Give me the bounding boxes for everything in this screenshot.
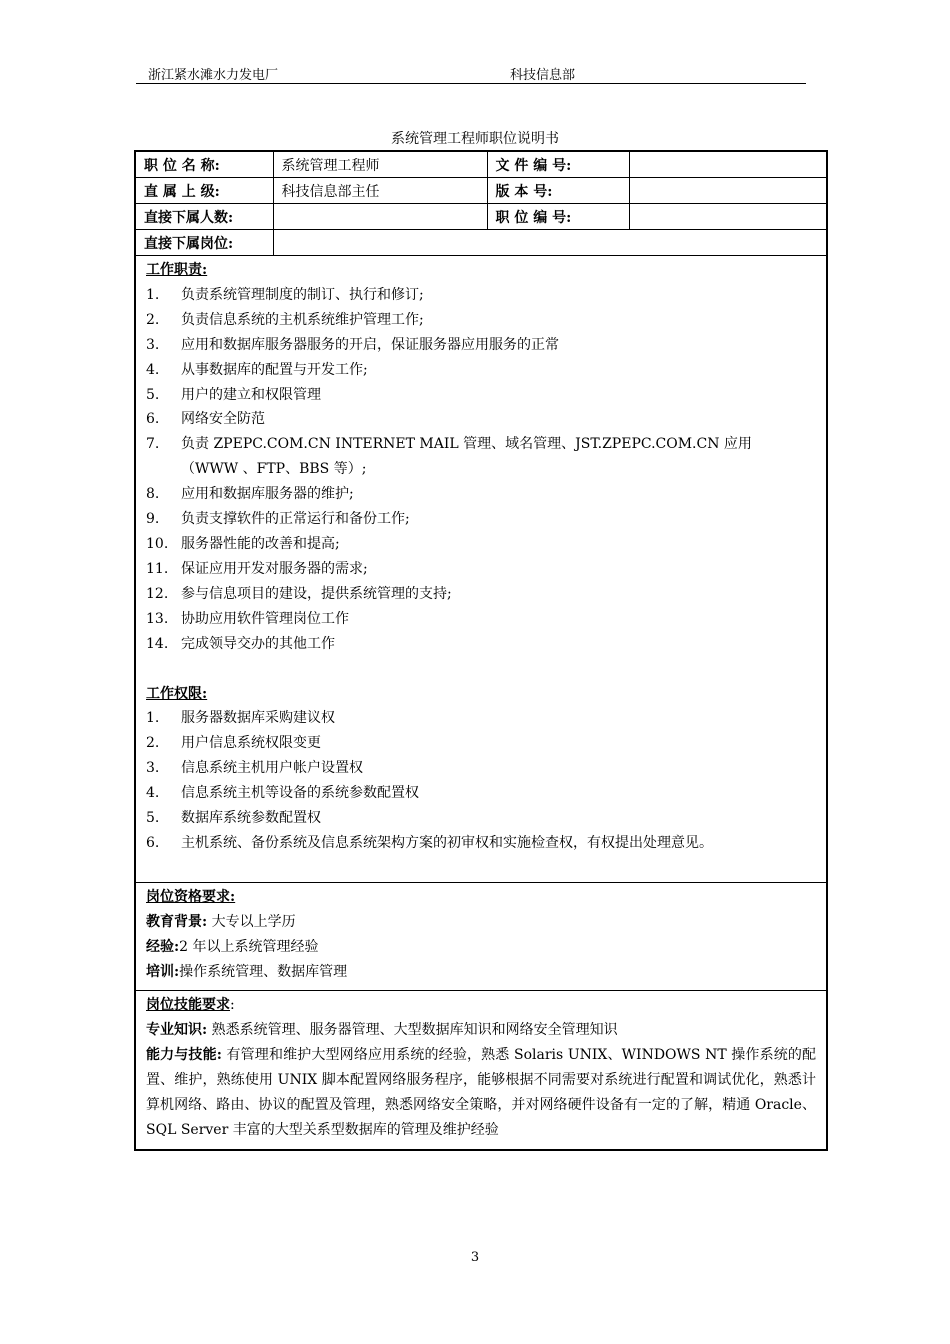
row-subordinate-positions bbox=[135, 230, 827, 256]
subordinate-count-value bbox=[273, 204, 487, 230]
file-no-label: 文 件 编 号: bbox=[487, 151, 629, 178]
experience-value: 2 年以上系统管理经验 bbox=[179, 938, 319, 955]
knowledge-label: 专业知识: bbox=[146, 1022, 208, 1039]
duties-heading: 工作职责: bbox=[146, 262, 208, 278]
duties-authority-section bbox=[135, 256, 827, 883]
row-superior bbox=[135, 178, 827, 204]
list-item: 6. 网络安全防范 bbox=[146, 411, 265, 428]
row-duties-authority bbox=[135, 256, 827, 883]
header-department: 科技信息部 bbox=[510, 68, 576, 83]
list-item: 3. 信息系统主机用户帐户设置权 bbox=[146, 760, 363, 777]
qualifications-section bbox=[135, 882, 827, 991]
skills-heading-colon: : bbox=[230, 997, 235, 1014]
list-item: 10. 服务器性能的改善和提高; bbox=[146, 535, 340, 552]
superior-label: 直 属 上 级: bbox=[135, 178, 273, 204]
subordinate-count-label: 直接下属人数: bbox=[135, 204, 273, 230]
list-item: 5. 用户的建立和权限管理 bbox=[146, 386, 321, 403]
position-no-value bbox=[629, 204, 827, 230]
experience-label: 经验: bbox=[146, 938, 180, 955]
list-item: 4. 信息系统主机等设备的系统参数配置权 bbox=[146, 785, 419, 802]
knowledge-line bbox=[146, 1018, 816, 1043]
list-item: 14. 完成领导交办的其他工作 bbox=[146, 635, 335, 652]
list-item: 7. 负责 ZPEPC.COM.CN INTERNET MAIL 管理、域名管理、JST.ZPEPC.COM.CN 应用 bbox=[146, 436, 752, 453]
authority-heading: 工作权限: bbox=[146, 685, 208, 702]
list-item: 2. 用户信息系统权限变更 bbox=[146, 735, 321, 752]
subordinate-positions-value bbox=[273, 230, 827, 256]
duties-list bbox=[146, 283, 816, 657]
list-item: 4. 从事数据库的配置与开发工作; bbox=[146, 361, 368, 378]
skills-heading: 岗位技能要求 bbox=[146, 997, 230, 1014]
row-qualifications bbox=[135, 882, 827, 991]
experience-line bbox=[146, 935, 816, 960]
skills-section bbox=[135, 991, 827, 1150]
list-item: 12. 参与信息项目的建设，提供系统管理的支持; bbox=[146, 585, 452, 602]
list-item: 5. 数据库系统参数配置权 bbox=[146, 810, 321, 827]
list-item: 9. 负责支撑软件的正常运行和备份工作; bbox=[146, 511, 410, 528]
education-label: 教育背景: bbox=[146, 913, 208, 930]
education-line bbox=[146, 910, 816, 935]
list-item: 1. 负责系统管理制度的制订、执行和修订; bbox=[146, 286, 424, 303]
knowledge-value: 熟悉系统管理、服务器管理、大型数据库知识和网络安全管理知识 bbox=[211, 1022, 618, 1039]
education-value: 大专以上学历 bbox=[211, 913, 296, 930]
position-no-label: 职 位 编 号: bbox=[487, 204, 629, 230]
superior-value: 科技信息部主任 bbox=[273, 178, 487, 204]
ability-paragraph bbox=[146, 1043, 816, 1143]
list-item: 1. 服务器数据库采购建议权 bbox=[146, 710, 335, 727]
list-item: 8. 应用和数据库服务器的维护; bbox=[146, 486, 354, 503]
document-title: 系统管理工程师职位说明书 bbox=[391, 131, 559, 147]
list-item: 11. 保证应用开发对服务器的需求; bbox=[146, 560, 368, 577]
subordinate-positions-label: 直接下属岗位: bbox=[135, 230, 273, 256]
position-name-value: 系统管理工程师 bbox=[273, 151, 487, 178]
list-item-continuation: （WWW 、FTP、BBS 等）; bbox=[181, 461, 367, 478]
training-label: 培训: bbox=[146, 963, 180, 980]
section-gap bbox=[146, 657, 816, 682]
skills-heading-line bbox=[146, 993, 816, 1018]
training-line bbox=[146, 960, 816, 985]
job-description-table bbox=[134, 150, 828, 1151]
position-name-label: 职 位 名 称: bbox=[135, 151, 273, 178]
list-item: 2. 负责信息系统的主机系统维护管理工作; bbox=[146, 311, 424, 328]
ability-value: 有管理和维护大型网络应用系统的经验，熟悉 Solaris UNIX、WINDOWS NT 操作系统的配置、维护，熟练使用 UNIX 脚本配置网络服务程序，能够根据不同需要对系统进行配置和调试优化，熟悉计算机网络、路由、协议的配置及管理，熟悉网络安全策略，并对网络硬件设备有一定的了解，精通 Oracle、SQL Server 丰富的大型关系型数据库的管理及维护经验 bbox=[146, 1047, 817, 1138]
version-value bbox=[629, 178, 827, 204]
row-skills bbox=[135, 991, 827, 1150]
list-item: 3. 应用和数据库服务器服务的开启，保证服务器应用服务的正常 bbox=[146, 336, 559, 353]
row-subordinate-count bbox=[135, 204, 827, 230]
header-rule bbox=[136, 83, 806, 84]
qualifications-heading: 岗位资格要求: bbox=[146, 888, 236, 905]
row-position-name bbox=[135, 151, 827, 178]
list-item: 13. 协助应用软件管理岗位工作 bbox=[146, 610, 349, 627]
header-company: 浙江紧水滩水力发电厂 bbox=[148, 68, 279, 83]
ability-label: 能力与技能: bbox=[146, 1047, 222, 1064]
training-value: 操作系统管理、数据库管理 bbox=[179, 963, 348, 980]
file-no-value bbox=[629, 151, 827, 178]
page-number: 3 bbox=[470, 1250, 480, 1265]
authority-list bbox=[146, 706, 816, 855]
list-item: 6. 主机系统、备份系统及信息系统架构方案的初审权和实施检查权，有权提出处理意见。 bbox=[146, 834, 713, 851]
version-label: 版 本 号: bbox=[487, 178, 629, 204]
